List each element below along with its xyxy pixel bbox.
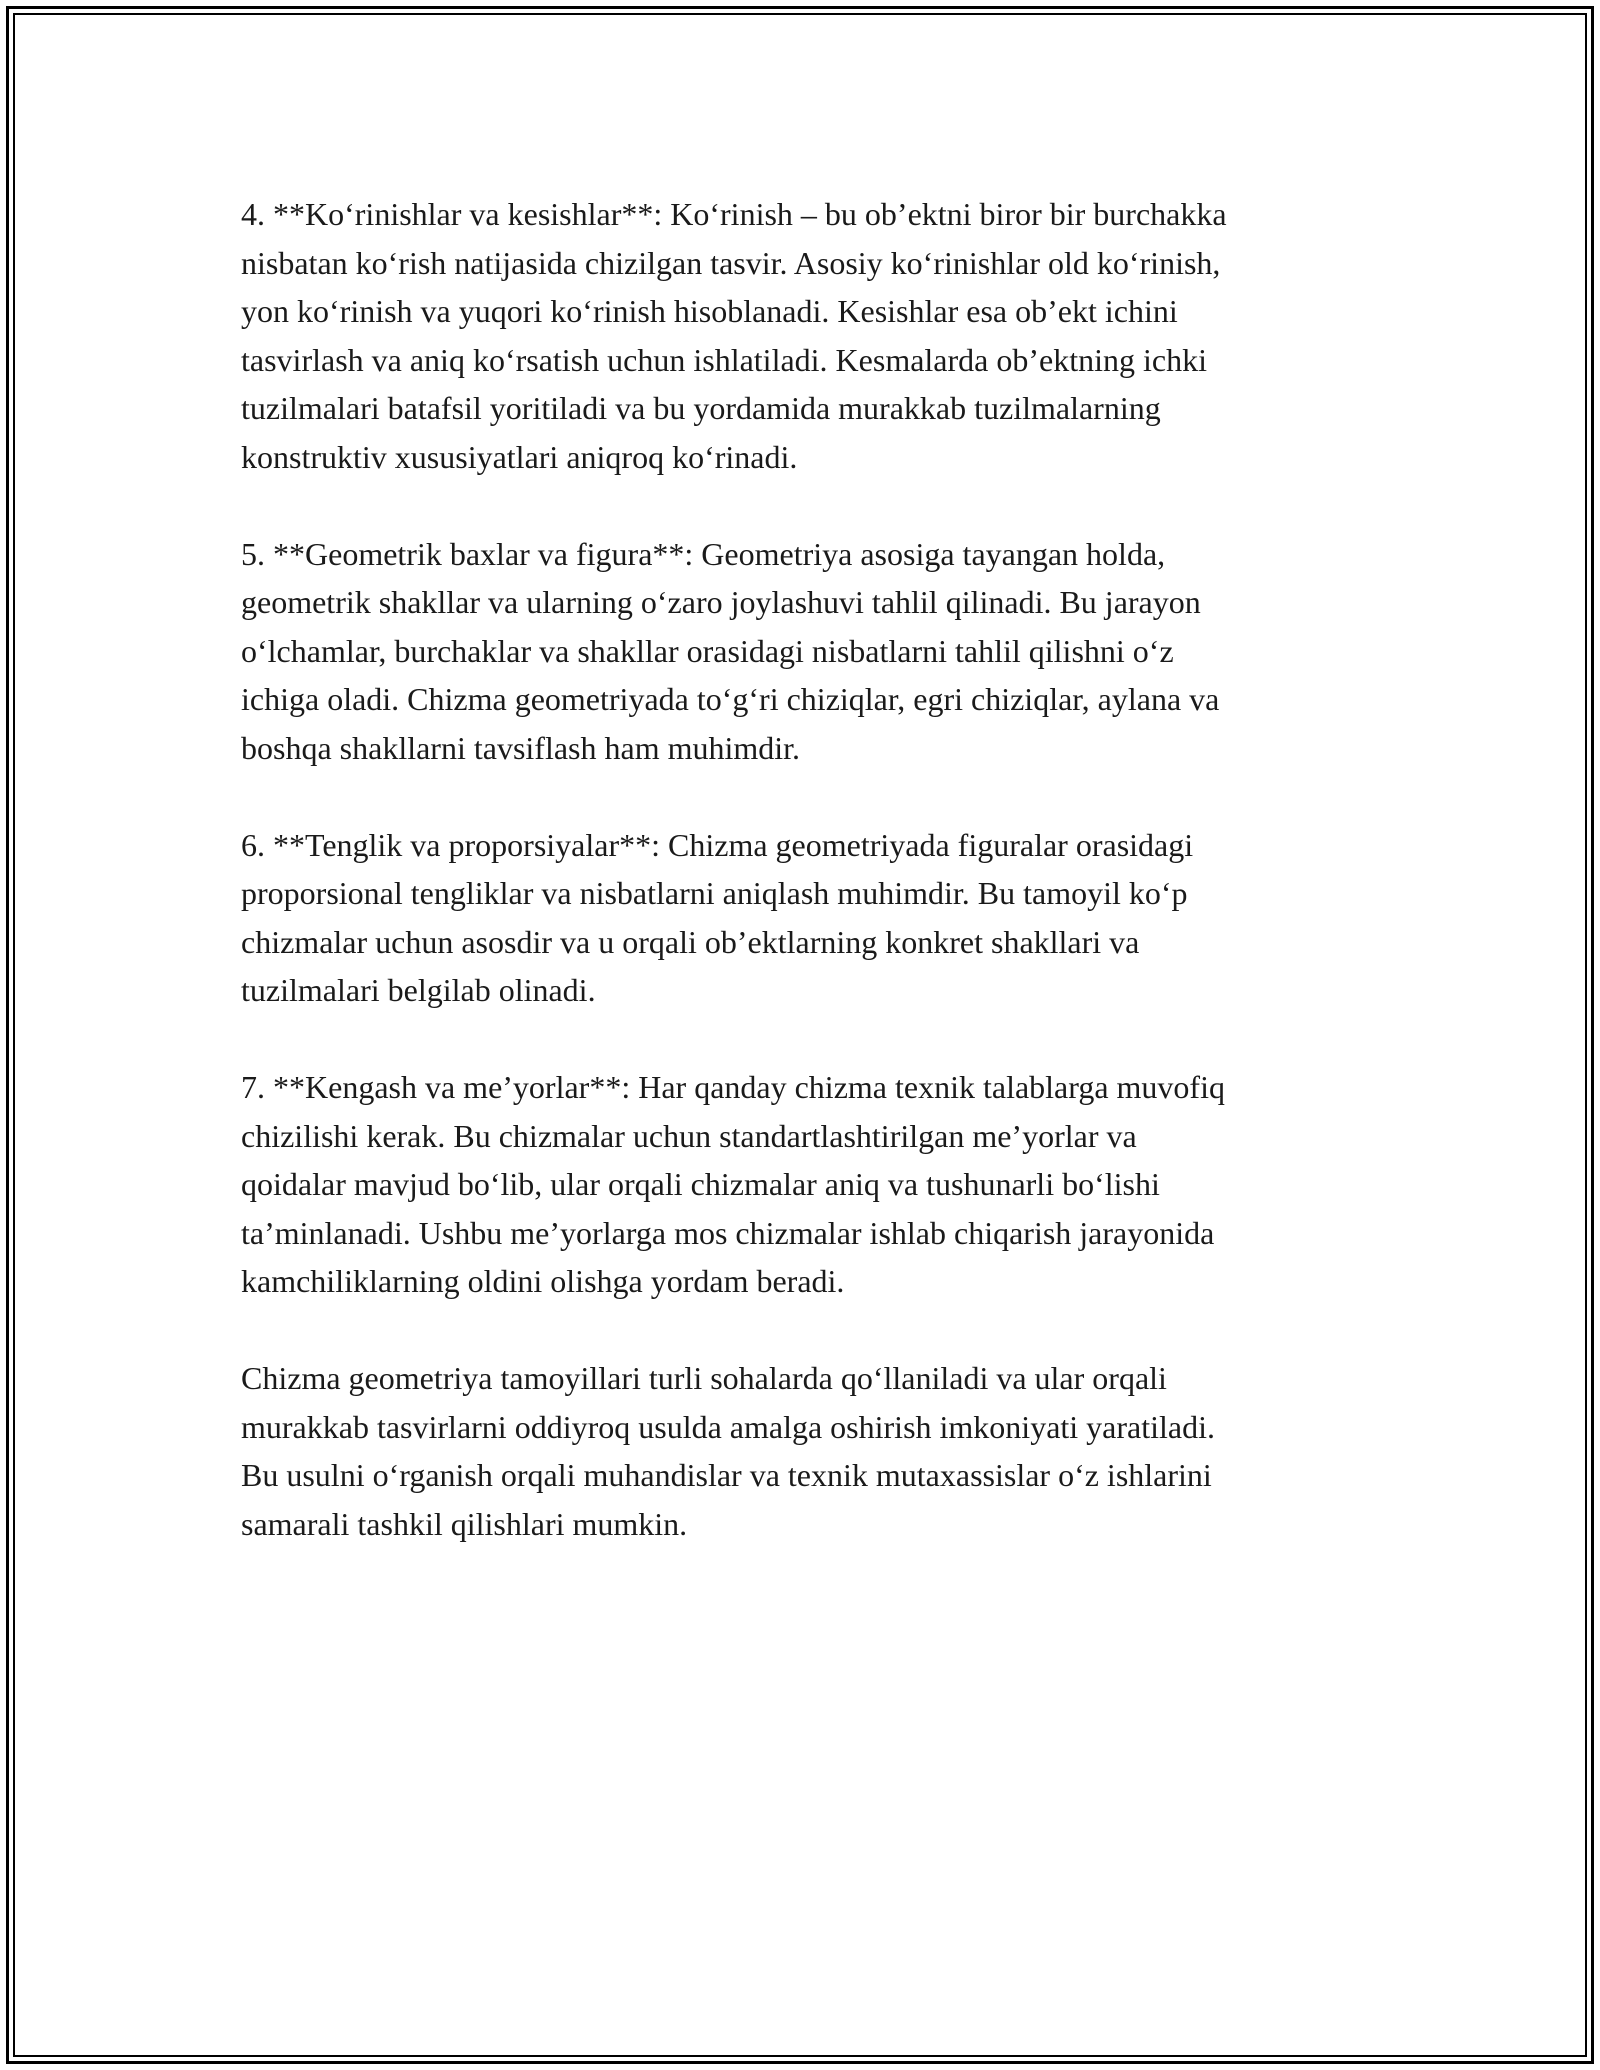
paragraph-kengash: 7. **Kengash va meʼyorlar**: Har qanday chizma texnik talablarga muvofiq chizilishi kerak. Bu chizmalar uchun standartlashtirilgan meʼyorlar va qoidalar mavjud boʻlib, ular orqali chizmalar aniq va tushunarli boʻlishi taʼminlanadi. Ushbu meʼyorlarga mos chizmalar ishlab chiqarish jarayonida kamchiliklarning oldini olishga yordam beradi.: [241, 1069, 1225, 1299]
paragraph-conclusion: Chizma geometriya tamoyillari turli sohalarda qoʻllaniladi va ular orqali murakkab tasvirlarni oddiyroq usulda amalga oshirish imkoniyati yaratiladi. Bu usulni oʻrganish orqali muhandislar va texnik mutaxassislar oʻz ishlarini samarali tashkil qilishlari mumkin.: [241, 1360, 1215, 1542]
paragraph-geometrik-baxlar: 5. **Geometrik baxlar va figura**: Geometriya asosiga tayangan holda, geometrik shakllar va ularning oʻzaro joylashuvi tahlil qilinadi. Bu jarayon oʻlchamlar, burchaklar va shakllar orasidagi nisbatlarni tahlil qilishni oʻz ichiga oladi. Chizma geometriyada toʻgʻri chiziqlar, egri chiziqlar, aylana va boshqa shakllarni tavsiflash ham muhimdir.: [241, 535, 1220, 766]
paragraph-tenglik: 6. **Tenglik va proporsiyalar**: Chizma geometriyada figuralar orasidagi proporsional tengliklar va nisbatlarni aniqlash muhimdir. Bu tamoyil koʻp chizmalar uchun asosdir va u orqali obʼektlarning konkret shakllari va tuzilmalari belgilab olinadi.: [241, 826, 1194, 1008]
paragraph-korinishlar: 4. **Koʻrinishlar va kesishlar**: Koʻrinish – bu obʼektni biror bir burchakka nisbatan koʻrish natijasida chizilgan tasvir. Asosiy koʻrinishlar old koʻrinish, yon koʻrinish va yuqori koʻrinish hisoblanadi. Kesishlar esa obʼekt ichini tasvirlash va aniq koʻrsatish uchun ishlatiladi. Kesmalarda obʼektning ichki tuzilmalari batafsil yoritiladi va bu yordamida murakkab tuzilmalarning konstruktiv xususiyatlari aniqroq koʻrinadi.: [241, 196, 1227, 475]
page-border: [6, 6, 1594, 2064]
document-body: [241, 190, 1401, 1597]
page-border-inner: [13, 13, 1587, 2057]
